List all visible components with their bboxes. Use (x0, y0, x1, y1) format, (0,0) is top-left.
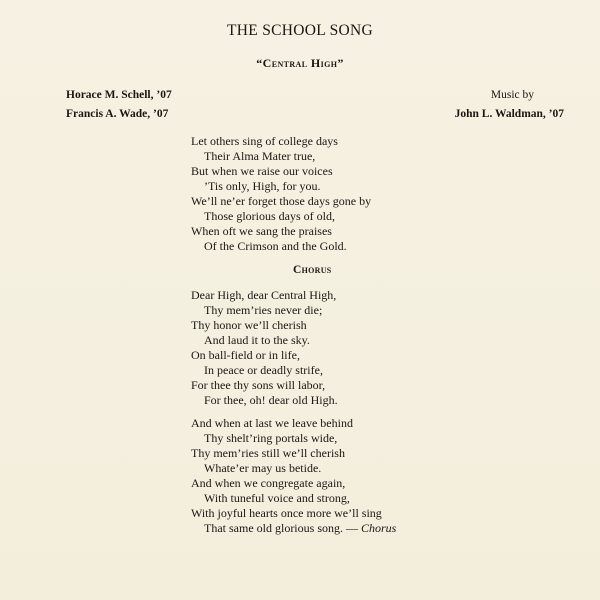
composer-name: John L. Waldman, ’07 (454, 108, 564, 120)
lyric-line: Thy mem’ries still we’ll cherish (191, 446, 345, 460)
lyric-line: And when at last we leave behind (191, 416, 353, 430)
lyric-line: ’Tis only, High, for you. (204, 179, 321, 193)
lyric-line: And laud it to the sky. (204, 333, 310, 347)
lyric-line: Those glorious days of old, (204, 209, 335, 223)
verse-1 (191, 134, 371, 254)
lyric-line: Thy mem’ries never die; (204, 303, 323, 317)
chorus-heading: Chorus (293, 264, 332, 276)
lyricist-2: Francis A. Wade, ’07 (66, 108, 169, 120)
chorus (191, 288, 338, 408)
lyricist-1: Horace M. Schell, ’07 (66, 89, 172, 101)
lyric-line: For thee thy sons will labor, (191, 378, 326, 392)
music-by-label: Music by (490, 89, 534, 101)
lyric-line: With tuneful voice and strong, (204, 491, 350, 505)
lyric-line: In peace or deadly strife, (204, 363, 323, 377)
lyric-line: And when we congregate again, (191, 476, 346, 490)
lyric-line: Let others sing of college days (191, 134, 338, 148)
lyric-line: Of the Crimson and the Gold. (204, 239, 347, 253)
lyric-line: Whate’er may us betide. (204, 461, 322, 475)
lyric-line: But when we raise our voices (191, 164, 333, 178)
composer-credits (455, 86, 564, 124)
lyric-line: Their Alma Mater true, (204, 149, 316, 163)
lyric-line: When oft we sang the praises (191, 224, 332, 238)
chorus-reference: Chorus (357, 521, 397, 535)
lyric-line: On ball-field or in life, (191, 348, 300, 362)
song-title: THE SCHOOL SONG (226, 22, 373, 39)
lyric-line: With joyful hearts once more we’ll sing (191, 506, 382, 520)
lyric-line: Dear High, dear Central High, (191, 288, 337, 302)
lyric-line: That same old glorious song. — Chorus (204, 521, 397, 535)
lyric-line: Thy honor we’ll cherish (191, 318, 307, 332)
lyric-line: We’ll ne’er forget those days gone by (191, 194, 372, 208)
lyric-line: Thy shelt’ring portals wide, (204, 431, 338, 445)
lyric-line: For thee, oh! dear old High. (204, 393, 338, 407)
song-subtitle: “Central High” (256, 56, 344, 70)
lyricist-credits (66, 86, 172, 124)
verse-2 (191, 416, 396, 536)
